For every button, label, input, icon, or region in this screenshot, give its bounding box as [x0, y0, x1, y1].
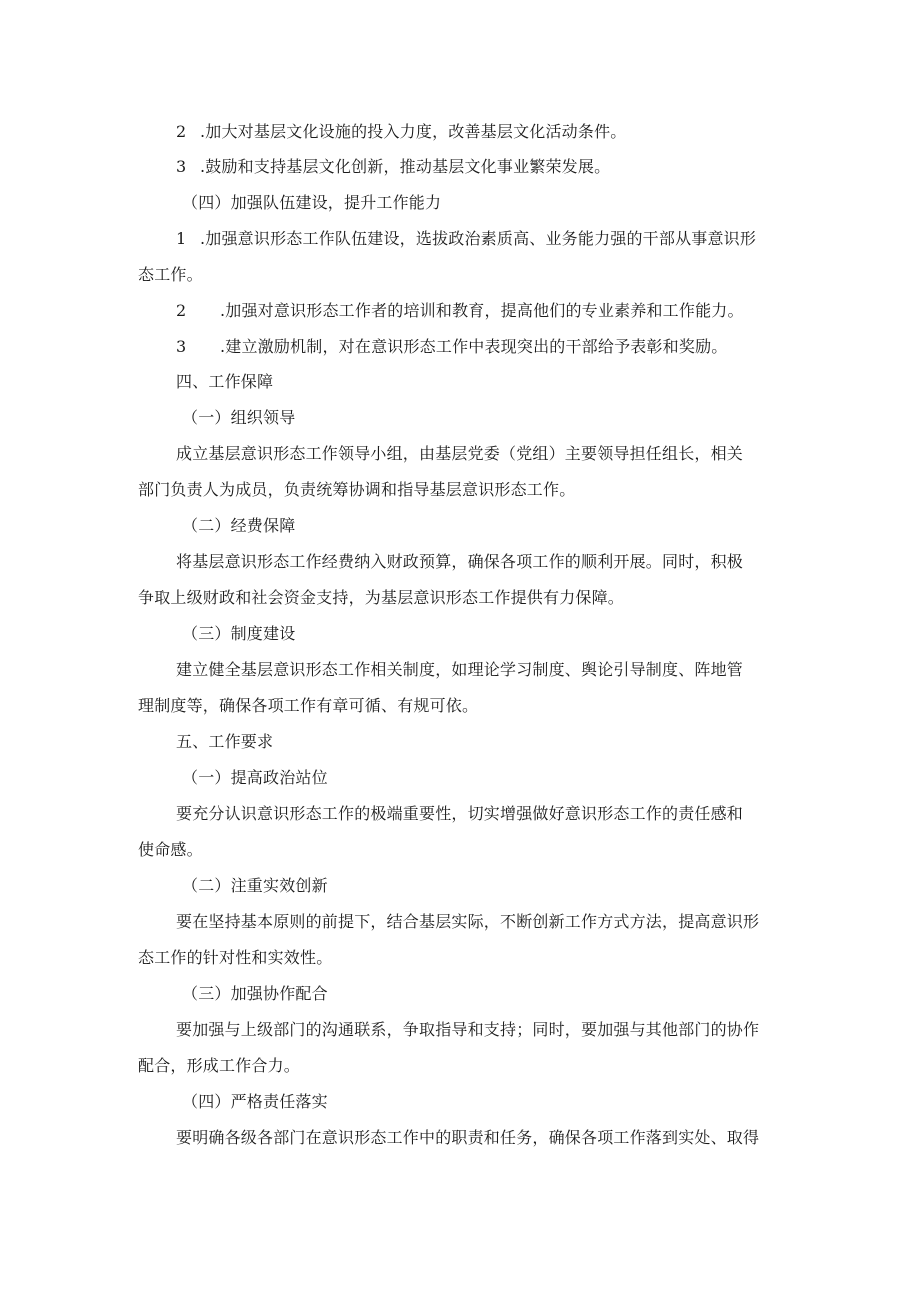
- subheading-organization: （一）组织领导: [182, 408, 296, 427]
- paragraph-line: 建立健全基层意识形态工作相关制度，如理论学习制度、舆论引导制度、阵地管: [176, 660, 744, 679]
- subheading-team-building: （四）加强队伍建设，提升工作能力: [182, 193, 442, 212]
- subheading-political-stance: （一）提高政治站位: [182, 768, 328, 787]
- paragraph-line: 成立基层意识形态工作领导小组，由基层党委（党组）主要领导担任组长，相关: [176, 444, 744, 463]
- line-text: .加大对基层文化设施的投入力度，改善基层文化活动条件。: [200, 122, 627, 141]
- list-number: 3: [176, 157, 187, 176]
- paragraph-line: 要加强与上级部门的沟通联系，争取指导和支持；同时，要加强与其他部门的协作: [176, 1020, 760, 1039]
- list-number: 1: [176, 229, 187, 248]
- list-number: 2: [176, 301, 187, 320]
- list-item-3-incentive: [176, 337, 728, 357]
- section-heading-work-requirements: 五、工作要求: [176, 732, 274, 751]
- line-text: .鼓励和支持基层文化创新，推动基层文化事业繁荣发展。: [200, 157, 611, 176]
- paragraph-line: 理制度等，确保各项工作有章可循、有规可依。: [138, 696, 479, 715]
- list-item-3-innovation: [176, 157, 610, 177]
- paragraph-line: 态工作的针对性和实效性。: [138, 948, 333, 967]
- subheading-funding: （二）经费保障: [182, 516, 296, 535]
- paragraph-line: 将基层意识形态工作经费纳入财政预算，确保各项工作的顺利开展。同时，积极: [176, 552, 744, 571]
- subheading-innovation: （二）注重实效创新: [182, 876, 328, 895]
- subheading-cooperation: （三）加强协作配合: [182, 984, 328, 1003]
- paragraph-line: 部门负责人为成员，负责统筹协调和指导基层意识形态工作。: [138, 480, 576, 499]
- line-text: .加强对意识形态工作者的培训和教育，提高他们的专业素养和工作能力。: [220, 301, 744, 320]
- paragraph-line: 配合，形成工作合力。: [138, 1056, 301, 1075]
- paragraph-line: 要明确各级各部门在意识形态工作中的职责和任务，确保各项工作落到实处、取得: [176, 1128, 760, 1147]
- list-number: 2: [176, 122, 187, 141]
- subheading-system: （三）制度建设: [182, 624, 296, 643]
- list-item-2-training: [176, 301, 744, 321]
- list-item-2-facilities: [176, 122, 627, 142]
- section-heading-work-guarantee: 四、工作保障: [176, 372, 274, 391]
- list-number: 3: [176, 337, 187, 356]
- paragraph-line: 要充分认识意识形态工作的极端重要性，切实增强做好意识形态工作的责任感和: [176, 804, 744, 823]
- paragraph-line: 要在坚持基本原则的前提下，结合基层实际，不断创新工作方式方法，提高意识形: [176, 912, 760, 931]
- paragraph-continuation: 态工作。: [138, 265, 203, 284]
- line-text: .加强意识形态工作队伍建设，选拔政治素质高、业务能力强的干部从事意识形: [200, 229, 757, 248]
- line-text: .建立激励机制，对在意识形态工作中表现突出的干部给予表彰和奖励。: [220, 337, 728, 356]
- list-item-1-team: [176, 229, 756, 249]
- paragraph-line: 争取上级财政和社会资金支持，为基层意识形态工作提供有力保障。: [138, 588, 625, 607]
- subheading-responsibility: （四）严格责任落实: [182, 1092, 328, 1111]
- paragraph-line: 使命感。: [138, 840, 203, 859]
